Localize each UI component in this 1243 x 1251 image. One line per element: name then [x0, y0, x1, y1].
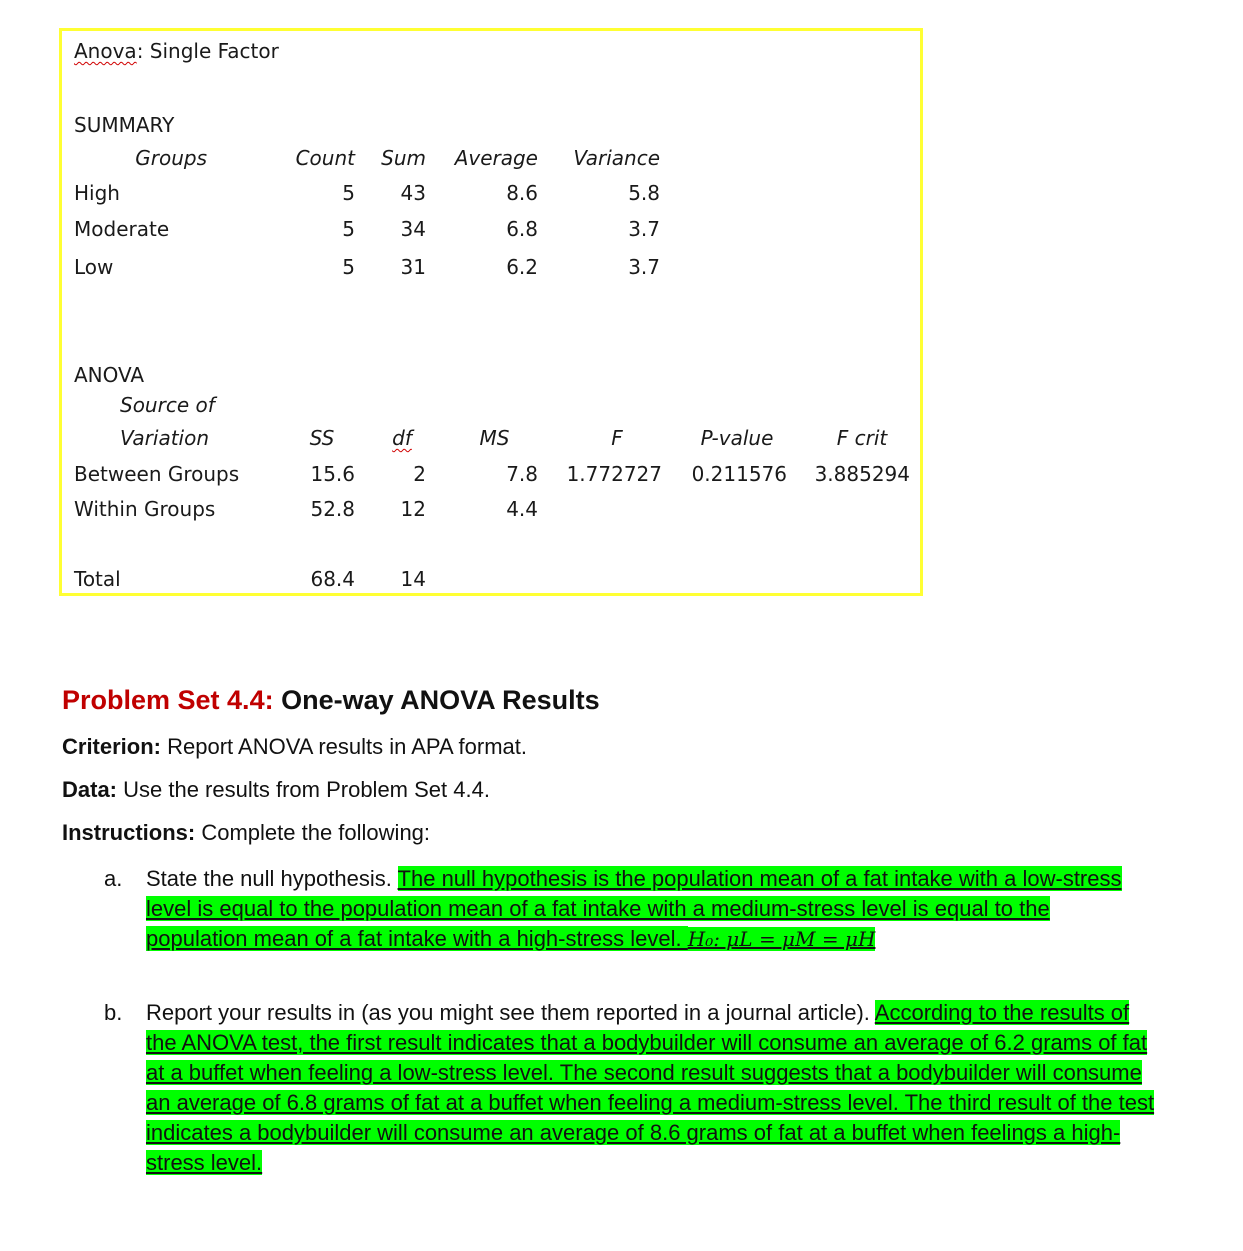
- summary-header-variance: Variance: [573, 146, 660, 170]
- summary-row-average: 6.2: [506, 255, 538, 279]
- anova-row-ms: 4.4: [506, 497, 538, 521]
- anova-header-f: F: [611, 426, 623, 450]
- anova-row-source: Between Groups: [74, 462, 240, 486]
- summary-row-count: 5: [342, 181, 355, 205]
- anova-row-p-value: 0.211576: [691, 462, 787, 486]
- summary-row-average: 8.6: [506, 181, 538, 205]
- data-line: Data: Use the results from Problem Set 4.4.: [62, 777, 490, 802]
- answer-b: According to the results of the ANOVA test, the first result indicates that a bodybuilder will consume an average of 6.2 grams of fat at a buffet when feeling a low-stress level. The second result suggests that a bodybuilder will consume an average of 6.8 grams of fat at a buffet when feeling a medium-stress level. The third result of the test indicates a bodybuilder will consume an average of 8.6 grams of fat at a buffet when feelings a high-stress level.: [146, 1000, 1155, 1175]
- anova-header-df: df: [392, 426, 412, 450]
- list-item-b: Report your results in (as you might see them reported in a journal article). According to the results of the ANOVA test, the first result indicates that a bodybuilder will consume an average of 6.2 grams of fat at a buffet when feeling a low-stress level. The second result suggests that a bodybuilder will consume an average of 6.8 grams of fat at a buffet when feeling a medium-stress level. The third result of the test indicates a bodybuilder will consume an average of 8.6 grams of fat at a buffet when feelings a high-stress level.: [146, 1000, 1155, 1175]
- summary-row-group: Low: [74, 255, 114, 279]
- anova-row-source: Within Groups: [74, 497, 216, 521]
- list-marker-b: b.: [104, 1000, 123, 1025]
- summary-row-group: Moderate: [74, 217, 170, 241]
- summary-row-variance: 3.7: [628, 255, 660, 279]
- null-hypothesis-formula: H₀: μL = μM = μH: [687, 927, 876, 951]
- summary-row-count: 5: [342, 255, 355, 279]
- summary-row-group: High: [74, 181, 120, 205]
- anova-total-source: Total: [74, 567, 121, 591]
- summary-row-variance: 5.8: [628, 181, 660, 205]
- anova-output-box: [59, 28, 923, 596]
- summary-header-count: Count: [295, 146, 355, 170]
- anova-header-ms: MS: [479, 426, 510, 450]
- anova-header-source-line1: Source of: [120, 393, 215, 417]
- anova-row-df: 12: [400, 497, 426, 521]
- anova-total-ss: 68.4: [310, 567, 355, 591]
- anova-row-ss: 15.6: [310, 462, 355, 486]
- anova-row-ms: 7.8: [506, 462, 538, 486]
- instructions-line: Instructions: Complete the following:: [62, 820, 431, 845]
- list-marker-a: a.: [104, 866, 123, 891]
- anova-row-f: 1.772727: [566, 462, 662, 486]
- summary-row-sum: 43: [400, 181, 426, 205]
- problem-title: Problem Set 4.4: One-way ANOVA Results: [62, 685, 600, 715]
- summary-header-sum: Sum: [381, 146, 426, 170]
- list-item-a: State the null hypothesis. The null hypothesis is the population mean of a fat intake with a low-stress level is equal to the population mean of a fat intake with a medium-stress level is equal to the population mean of a fat intake with a high-stress level. H₀: μL = μM = μH: [146, 866, 1122, 951]
- anova-header-p-value: P-value: [700, 426, 774, 450]
- anova-header-source-line2: Variation: [120, 426, 210, 450]
- summary-header-average: Average: [454, 146, 538, 170]
- anova-row-ss: 52.8: [310, 497, 355, 521]
- summary-row-count: 5: [342, 217, 355, 241]
- summary-label: SUMMARY: [74, 113, 175, 137]
- answer-a: The null hypothesis is the population mean of a fat intake with a low-stress level is equal to the population mean of a fat intake with a medium-stress level is equal to the population mean of a fat intake with a high-stress level.: [146, 866, 1122, 951]
- summary-row-sum: 31: [400, 255, 426, 279]
- summary-row-sum: 34: [400, 217, 426, 241]
- anova-title: Anova: Single Factor: [74, 39, 279, 63]
- criterion-line: Criterion: Report ANOVA results in APA format.: [62, 734, 528, 759]
- anova-total-df: 14: [400, 567, 426, 591]
- summary-row-variance: 3.7: [628, 217, 660, 241]
- anova-label: ANOVA: [74, 363, 145, 387]
- anova-header-f-crit: F crit: [836, 426, 888, 450]
- anova-row-df: 2: [413, 462, 426, 486]
- summary-row-average: 6.8: [506, 217, 538, 241]
- anova-row-f-crit: 3.885294: [814, 462, 910, 486]
- summary-header-groups: Groups: [135, 146, 207, 170]
- anova-header-ss: SS: [309, 426, 335, 450]
